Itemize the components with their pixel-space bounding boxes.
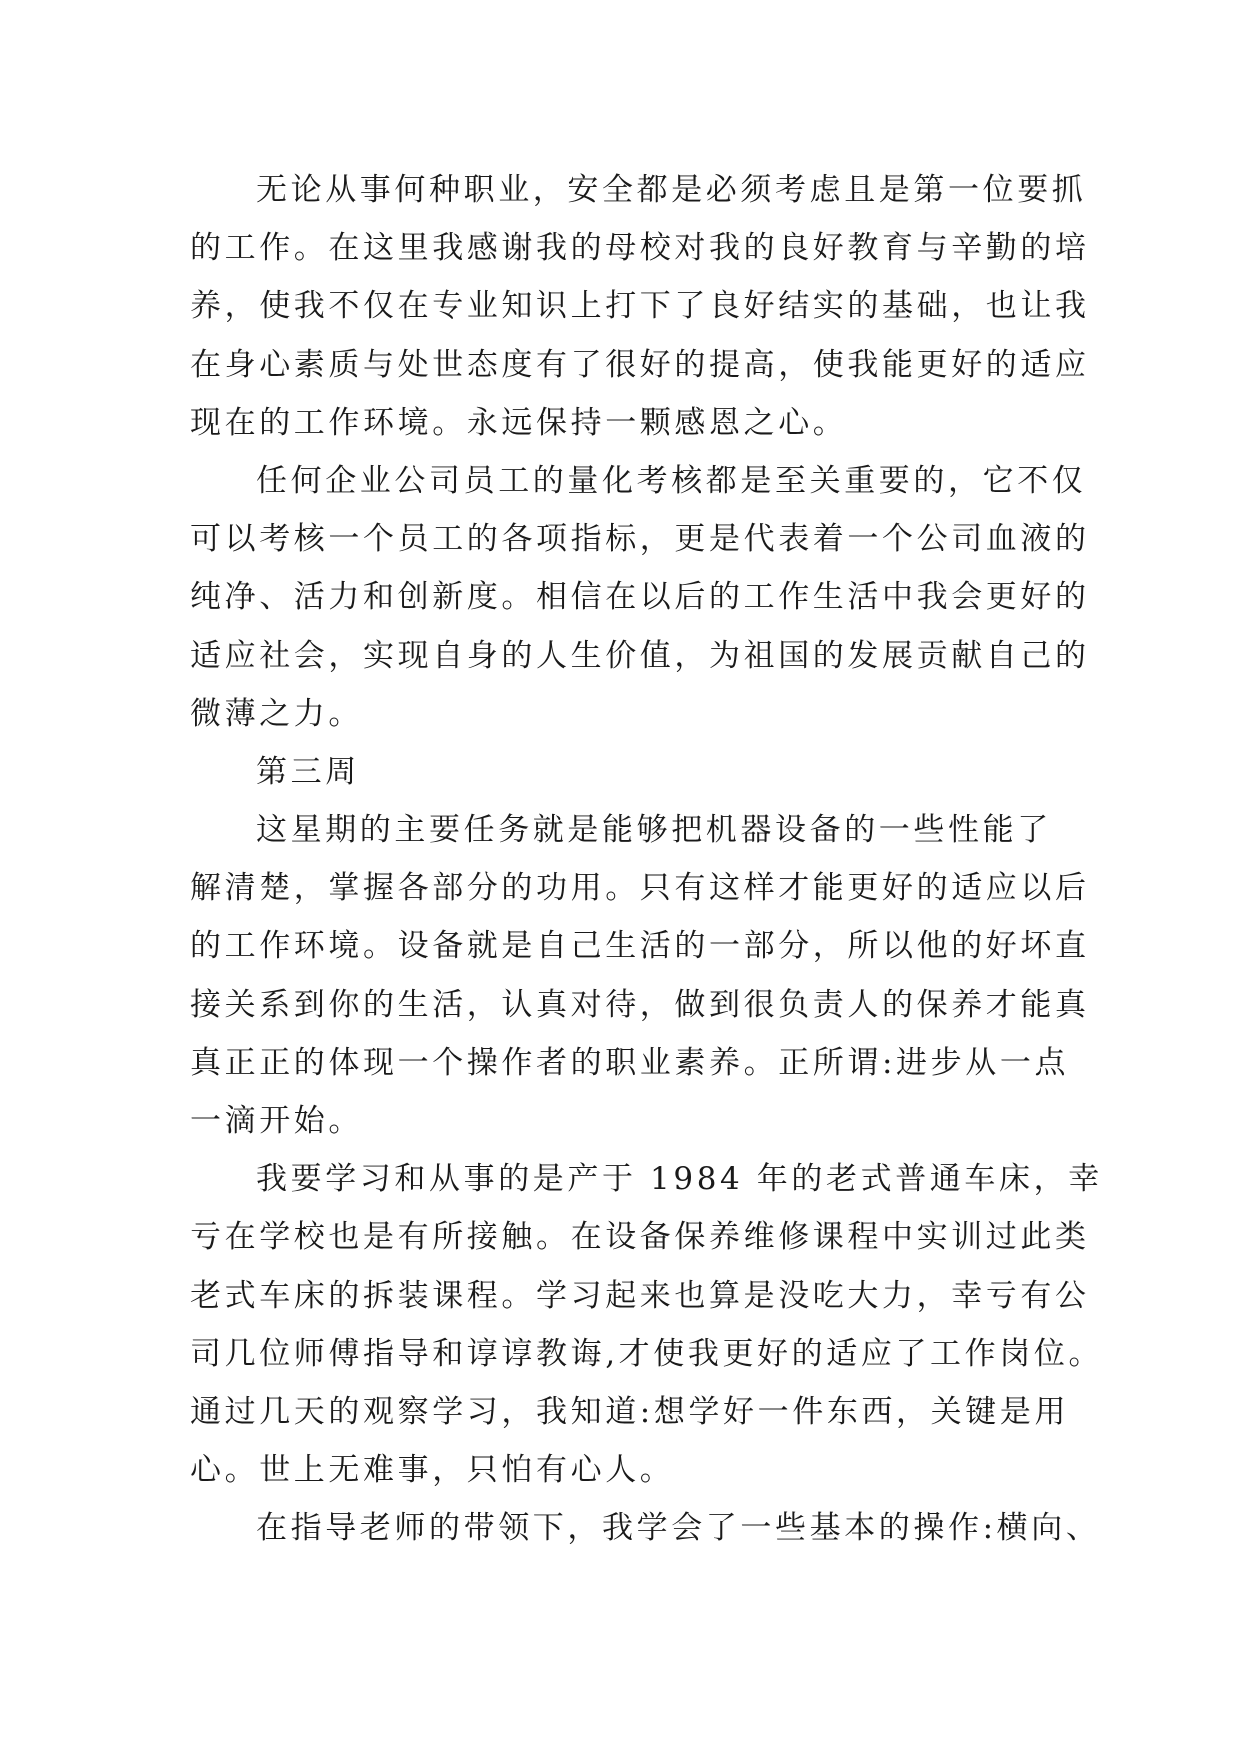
text-line: 微薄之力。 xyxy=(190,695,363,732)
text-line: 现在的工作环境。永远保持一颗感恩之心。 xyxy=(190,404,848,441)
text-line: 任何企业公司员工的量化考核都是至关重要的，它不仅 xyxy=(256,462,1087,499)
paragraph-lathe xyxy=(190,1150,1104,1499)
text-line: 在身心素质与处世态度有了很好的提高，使我能更好的适应 xyxy=(190,346,1090,383)
text-line: 一滴开始。 xyxy=(190,1103,363,1139)
section-heading: 第三周 xyxy=(256,753,360,790)
text-line: 司几位师傅指导和谆谆教诲,才使我更好的适应了工作岗位。 xyxy=(190,1335,1104,1372)
text-line: 养，使我不仅在专业知识上打下了良好结实的基础，也让我 xyxy=(190,288,1090,325)
text-line: 可以考核一个员工的各项指标，更是代表着一个公司血液的 xyxy=(190,521,1090,558)
paragraph-assessment xyxy=(190,452,1090,743)
paragraph-equipment xyxy=(190,801,1090,1150)
text-line: 亏在学校也是有所接触。在设备保养维修课程中实训过此类 xyxy=(190,1219,1090,1256)
text-line: 心。世上无难事，只怕有心人。 xyxy=(190,1452,675,1489)
text-line: 解清楚，掌握各部分的功用。只有这样才能更好的适应以后 xyxy=(190,870,1090,907)
text-line: 在指导老师的带领下，我学会了一些基本的操作:横向、 xyxy=(256,1510,1101,1547)
document-body xyxy=(190,161,1104,1558)
text-line: 适应社会，实现自身的人生价值，为祖国的发展贡献自己的 xyxy=(190,637,1090,674)
text-line: 的工作环境。设备就是自己生活的一部分，所以他的好坏直 xyxy=(190,928,1090,965)
text-line: 真正正的体现一个操作者的职业素养。正所谓:进步从一点 xyxy=(190,1044,1070,1081)
text-line: 纯净、活力和创新度。相信在以后的工作生活中我会更好的 xyxy=(190,579,1090,616)
paragraph-safety xyxy=(190,161,1090,452)
text-line: 我要学习和从事的是产于 1984 年的老式普通车床，幸 xyxy=(256,1161,1103,1198)
paragraph-operations xyxy=(190,1499,1101,1557)
text-line: 接关系到你的生活，认真对待，做到很负责人的保养才能真 xyxy=(190,986,1090,1023)
text-line: 的工作。在这里我感谢我的母校对我的良好教育与辛勤的培 xyxy=(190,230,1090,267)
text-line: 无论从事何种职业，安全都是必须考虑且是第一位要抓 xyxy=(256,172,1087,208)
text-line: 老式车床的拆装课程。学习起来也算是没吃大力，幸亏有公 xyxy=(190,1277,1090,1314)
text-line: 这星期的主要任务就是能够把机器设备的一些性能了 xyxy=(256,812,1052,849)
text-line: 通过几天的观察学习，我知道:想学好一件东西，关键是用 xyxy=(190,1393,1070,1430)
section-heading-week-three xyxy=(190,743,1070,801)
